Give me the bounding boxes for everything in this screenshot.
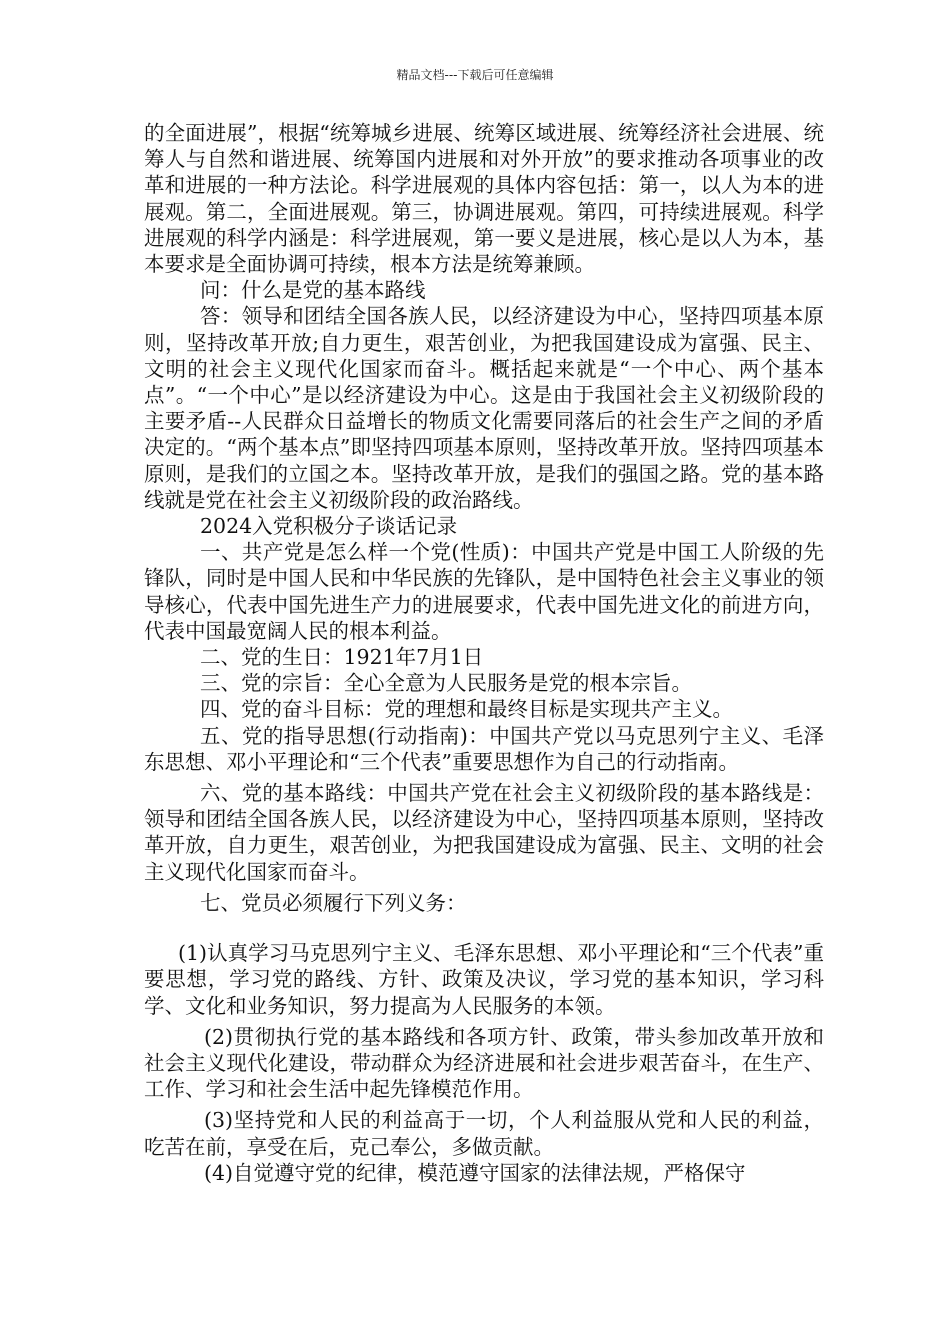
- item-guiding-thought: 五、党的指导思想(行动指南)：中国共产党以马克思列宁主义、毛泽东思想、邓小平理论和“三个代表”重要思想作为自己的行动指南。: [144, 723, 824, 774]
- item-member-duties: 七、党员必须履行下列义务：: [200, 890, 467, 915]
- duty-item: (1)认真学习马克思列宁主义、毛泽东思想、邓小平理论和“三个代表”重要思想，学习党的路线、方针、政策及决议，学习党的基本知识，学习科学、文化和业务知识，努力提高为人民服务的本领。: [144, 941, 824, 1018]
- item-party-goal: 四、党的奋斗目标：党的理想和最终目标是实现共产主义。: [200, 697, 733, 722]
- duty-item: (2)贯彻执行党的基本路线和各项方针、政策，带头参加改革开放和社会主义现代化建设，带动群众为经济进展和社会进步艰苦奋斗，在生产、工作、学习和社会生活中起先锋模范作用。: [144, 1024, 824, 1102]
- item-party-purpose: 三、党的宗旨：全心全意为人民服务是党的根本宗旨。: [200, 671, 692, 696]
- page-header: 精品文档---下载后可任意编辑: [396, 68, 554, 82]
- section-title: 2024入党积极分子谈话记录: [200, 514, 458, 539]
- question-heading: 问：什么是党的基本路线: [200, 278, 426, 303]
- duty-item: (3)坚持党和人民的利益高于一切，个人利益服从党和人民的利益，吃苦在前，享受在后，克己奉公，多做贡献。: [144, 1108, 824, 1159]
- item-party-birthday: 二、党的生日：1921年7月1日: [200, 645, 484, 670]
- item-party-nature: 一、共产党是怎么样一个党(性质)：中国共产党是中国工人阶级的先锋队，同时是中国人民和中华民族的先锋队，是中国特色社会主义事业的领导核心，代表中国先进生产力的进展要求，代表中国先进文化的前进方向，代表中国最宽阔人民的根本利益。: [144, 540, 824, 643]
- duty-item: (4)自觉遵守党的纪律，模范遵守国家的法律法规，严格保守: [204, 1160, 746, 1185]
- item-basic-line: 六、党的基本路线：中国共产党在社会主义初级阶段的基本路线是：领导和团结全国各族人民，以经济建设为中心，坚持四项基本原则，坚持改革开放，自力更生，艰苦创业，为把我国建设成为富强、民主、文明的社会主义现代化国家而奋斗。: [144, 781, 824, 884]
- answer-paragraph: 答：领导和团结全国各族人民，以经济建设为中心，坚持四项基本原则，坚持改革开放;自力更生，艰苦创业，为把我国建设成为富强、民主、文明的社会主义现代化国家而奋斗。概括起来就是“一个中心、两个基本点”。“一个中心”是以经济建设为中心。这是由于我国社会主义初级阶段的主要矛盾--人民群众日益增长的物质文化需要同落后的社会生产之间的矛盾决定的。“两个基本点”即坚持四项基本原则，坚持改革开放。坚持四项基本原则，是我们的立国之本。坚持改革开放，是我们的强国之路。党的基本路线就是党在社会主义初级阶段的政治路线。: [144, 304, 824, 512]
- document-body: [144, 120, 824, 1186]
- blank-line: [144, 916, 824, 940]
- paragraph-continuation: 的全面进展”，根据“统筹城乡进展、统筹区域进展、统筹经济社会进展、统筹人与自然和谐进展、统筹国内进展和对外开放”的要求推动各项事业的改革和进展的一种方法论。科学进展观的具体内容包括：第一，以人为本的进展观。第二，全面进展观。第三，协调进展观。第四，可持续进展观。科学进展观的科学内涵是：科学进展观，第一要义是进展，核心是以人为本，基本要求是全面协调可持续，根本方法是统筹兼顾。: [144, 121, 824, 277]
